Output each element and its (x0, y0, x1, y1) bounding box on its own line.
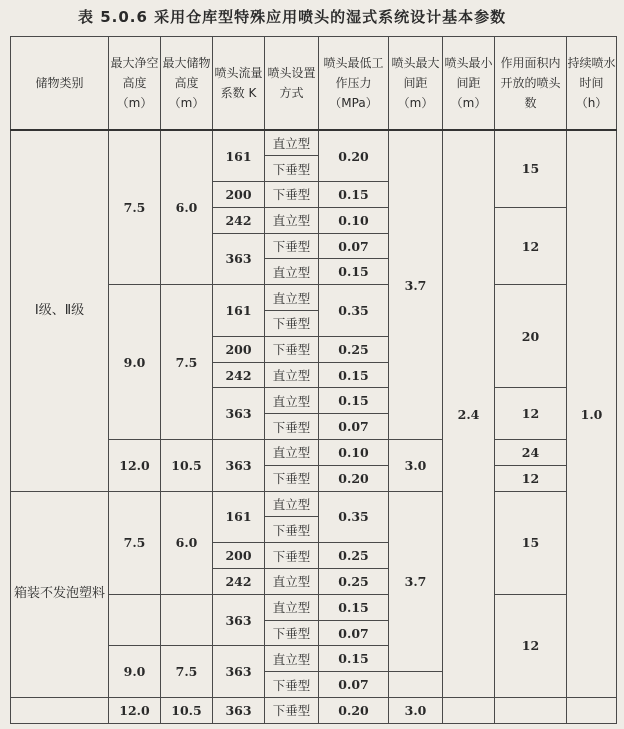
header-min-pressure: 喷头最低工作压力（MPa） (319, 37, 389, 131)
k-factor-cell: 242 (213, 362, 265, 388)
table-title: 表 5.0.6 采用仓库型特殊应用喷头的湿式系统设计基本参数 (78, 8, 507, 26)
min-spacing-cell: 2.4 (443, 130, 495, 698)
k-factor-cell: 242 (213, 207, 265, 233)
pressure-cell: 0.10 (319, 207, 389, 233)
mount-cell: 直立型 (265, 646, 319, 672)
pressure-cell: 0.25 (319, 336, 389, 362)
table-row (11, 491, 617, 517)
k-factor-cell: 363 (213, 698, 265, 724)
mount-cell: 下垂型 (265, 698, 319, 724)
pressure-cell: 0.20 (319, 698, 389, 724)
table-row (11, 130, 617, 156)
pressure-cell: 0.25 (319, 569, 389, 595)
mount-cell: 下垂型 (265, 182, 319, 208)
k-factor-cell: 161 (213, 130, 265, 182)
max-spacing-cell: 3.7 (389, 130, 443, 440)
mount-cell: 直立型 (265, 207, 319, 233)
mount-cell: 下垂型 (265, 336, 319, 362)
k-factor-cell: 200 (213, 336, 265, 362)
pressure-cell: 0.15 (319, 594, 389, 620)
max-spacing-cell: 3.0 (389, 698, 443, 724)
pressure-cell: 0.10 (319, 440, 389, 466)
mount-cell: 直立型 (265, 130, 319, 156)
pressure-cell: 0.20 (319, 130, 389, 182)
header-mount: 喷头设置方式 (265, 37, 319, 131)
k-factor-cell: 161 (213, 285, 265, 337)
storage-height-cell: 6.0 (161, 130, 213, 285)
duration-cell (567, 698, 617, 724)
table-row (11, 698, 617, 724)
sprinklers-open-cell: 12 (495, 465, 567, 491)
pressure-cell: 0.07 (319, 672, 389, 698)
header-max-storage-height: 最大储物高度（m） (161, 37, 213, 131)
clear-height-cell: 12.0 (109, 440, 161, 492)
mount-cell: 下垂型 (265, 233, 319, 259)
mount-cell: 下垂型 (265, 414, 319, 440)
max-spacing-cell: 3.7 (389, 491, 443, 672)
category-cell: Ⅰ级、Ⅱ级 (11, 130, 109, 491)
k-factor-cell: 363 (213, 646, 265, 698)
mount-cell: 下垂型 (265, 543, 319, 569)
k-factor-cell: 161 (213, 491, 265, 543)
sprinklers-open-cell: 12 (495, 388, 567, 440)
k-factor-cell: 363 (213, 594, 265, 646)
sprinklers-open-cell: 15 (495, 491, 567, 594)
header-max-spacing: 喷头最大间距（m） (389, 37, 443, 131)
header-category: 储物类别 (11, 37, 109, 131)
pressure-cell: 0.15 (319, 646, 389, 672)
category-cell (11, 698, 109, 724)
pressure-cell: 0.35 (319, 285, 389, 337)
header-max-clear-height: 最大净空高度（m） (109, 37, 161, 131)
clear-height-cell: 7.5 (109, 130, 161, 285)
storage-height-cell: 7.5 (161, 646, 213, 698)
pressure-cell: 0.20 (319, 465, 389, 491)
mount-cell: 直立型 (265, 285, 319, 311)
sprinklers-open-cell: 15 (495, 130, 567, 207)
sprinklers-open-cell (495, 698, 567, 724)
storage-height-cell: 6.0 (161, 491, 213, 594)
max-spacing-cell: 3.0 (389, 440, 443, 492)
mount-cell: 下垂型 (265, 672, 319, 698)
mount-cell: 下垂型 (265, 311, 319, 337)
pressure-cell: 0.07 (319, 233, 389, 259)
k-factor-cell: 200 (213, 543, 265, 569)
sprinkler-design-table (10, 36, 617, 724)
k-factor-cell: 363 (213, 440, 265, 492)
pressure-cell: 0.35 (319, 491, 389, 543)
k-factor-cell: 363 (213, 233, 265, 285)
clear-height-cell: 12.0 (109, 698, 161, 724)
mount-cell: 下垂型 (265, 465, 319, 491)
mount-cell: 直立型 (265, 259, 319, 285)
storage-height-cell: 10.5 (161, 440, 213, 492)
k-factor-cell: 242 (213, 569, 265, 595)
sprinklers-open-cell: 12 (495, 207, 567, 284)
mount-cell: 直立型 (265, 491, 319, 517)
k-factor-cell: 363 (213, 388, 265, 440)
header-min-spacing: 喷头最小间距（m） (443, 37, 495, 131)
mount-cell: 下垂型 (265, 620, 319, 646)
pressure-cell: 0.25 (319, 543, 389, 569)
clear-height-cell: 7.5 (109, 491, 161, 594)
clear-height-cell: 9.0 (109, 646, 161, 698)
pressure-cell: 0.15 (319, 182, 389, 208)
mount-cell: 直立型 (265, 594, 319, 620)
category-cell: 箱装不发泡塑料 (11, 491, 109, 697)
header-sprinklers-open: 作用面积内开放的喷头数 (495, 37, 567, 131)
pressure-cell: 0.15 (319, 362, 389, 388)
mount-cell: 下垂型 (265, 156, 319, 182)
clear-height-cell: 9.0 (109, 285, 161, 440)
sprinklers-open-cell: 24 (495, 440, 567, 466)
k-factor-cell: 200 (213, 182, 265, 208)
pressure-cell: 0.07 (319, 414, 389, 440)
storage-height-cell: 10.5 (161, 698, 213, 724)
header-k-factor: 喷头流量系数 K (213, 37, 265, 131)
pressure-cell: 0.15 (319, 259, 389, 285)
sprinklers-open-cell: 20 (495, 285, 567, 388)
pressure-cell: 0.07 (319, 620, 389, 646)
mount-cell: 直立型 (265, 440, 319, 466)
duration-cell: 1.0 (567, 130, 617, 698)
pressure-cell: 0.15 (319, 388, 389, 414)
mount-cell: 直立型 (265, 569, 319, 595)
min-spacing-cell (443, 698, 495, 724)
mount-cell: 直立型 (265, 362, 319, 388)
mount-cell: 下垂型 (265, 517, 319, 543)
sprinklers-open-cell: 12 (495, 594, 567, 697)
mount-cell: 直立型 (265, 388, 319, 414)
header-duration: 持续喷水时间（h） (567, 37, 617, 131)
storage-height-cell: 7.5 (161, 285, 213, 440)
